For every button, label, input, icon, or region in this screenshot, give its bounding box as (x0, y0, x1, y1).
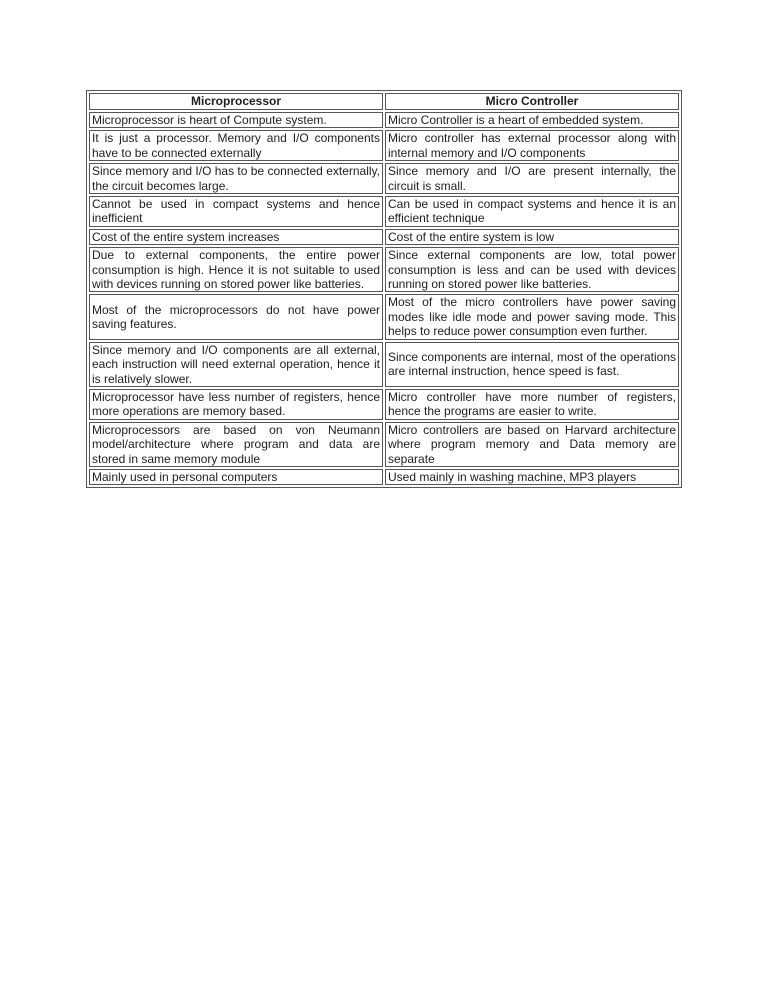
cell-micro-controller: Micro Controller is a heart of embedded system. (385, 112, 679, 128)
cell-microprocessor: Microprocessor is heart of Compute system. (89, 112, 383, 128)
table-row (89, 229, 679, 245)
cell-micro-controller: Since components are internal, most of the operations are internal instruction, hence speed is fast. (385, 342, 679, 387)
comparison-table (86, 90, 682, 488)
table-row (89, 130, 679, 161)
table-row (89, 342, 679, 387)
cell-micro-controller: Since memory and I/O are present internally, the circuit is small. (385, 163, 679, 194)
cell-microprocessor: Mainly used in personal computers (89, 469, 383, 485)
cell-microprocessor: Cannot be used in compact systems and hence inefficient (89, 196, 383, 227)
table-row (89, 196, 679, 227)
cell-microprocessor: Microprocessor have less number of registers, hence more operations are memory based. (89, 389, 383, 420)
table-header-row (89, 93, 679, 110)
cell-microprocessor: Since memory and I/O components are all external, each instruction will need external operation, hence it is relatively slower. (89, 342, 383, 387)
table-row (89, 163, 679, 194)
cell-microprocessor: It is just a processor. Memory and I/O components have to be connected externally (89, 130, 383, 161)
table-row (89, 247, 679, 292)
cell-micro-controller: Cost of the entire system is low (385, 229, 679, 245)
cell-micro-controller: Micro controllers are based on Harvard architecture where program memory and Data memory are separate (385, 422, 679, 467)
cell-micro-controller: Used mainly in washing machine, MP3 players (385, 469, 679, 485)
table-row (89, 469, 679, 485)
table-row (89, 389, 679, 420)
cell-micro-controller: Most of the micro controllers have power saving modes like idle mode and power saving mode. This helps to reduce power consumption even further. (385, 294, 679, 339)
cell-microprocessor: Cost of the entire system increases (89, 229, 383, 245)
cell-microprocessor: Since memory and I/O has to be connected externally, the circuit becomes large. (89, 163, 383, 194)
table-row (89, 294, 679, 339)
cell-microprocessor: Microprocessors are based on von Neumann model/architecture where program and data are stored in same memory module (89, 422, 383, 467)
cell-microprocessor: Most of the microprocessors do not have power saving features. (89, 294, 383, 339)
table-row (89, 422, 679, 467)
cell-micro-controller: Since external components are low, total power consumption is less and can be used with devices running on stored power like batteries. (385, 247, 679, 292)
cell-micro-controller: Micro controller have more number of registers, hence the programs are easier to write. (385, 389, 679, 420)
cell-microprocessor: Due to external components, the entire power consumption is high. Hence it is not suitable to used with devices running on stored power like batteries. (89, 247, 383, 292)
cell-micro-controller: Micro controller has external processor along with internal memory and I/O components (385, 130, 679, 161)
header-microprocessor: Microprocessor (89, 93, 383, 110)
cell-micro-controller: Can be used in compact systems and hence it is an efficient technique (385, 196, 679, 227)
table-row (89, 112, 679, 128)
header-micro-controller: Micro Controller (385, 93, 679, 110)
